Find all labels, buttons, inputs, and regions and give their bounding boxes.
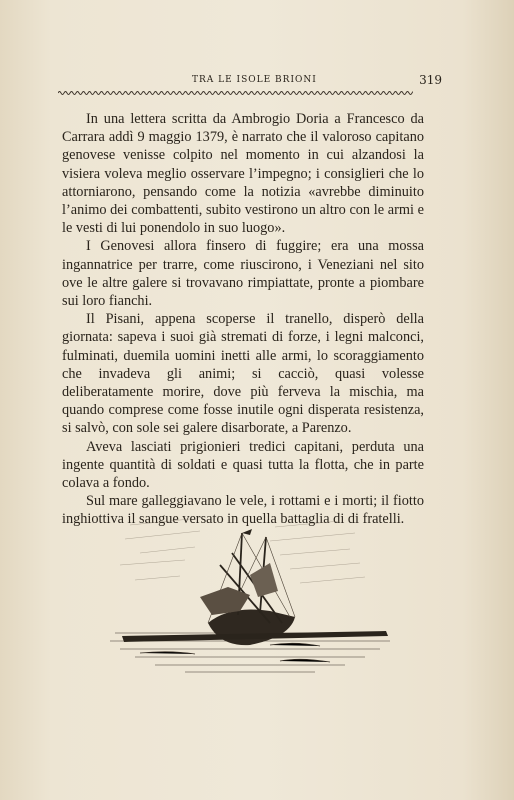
- page-header: [58, 73, 442, 89]
- body-text: [62, 110, 424, 529]
- paragraph: I Genovesi allora finsero di fuggire; era una mossa ingannatrice per trarre, come riuscirono, i Veneziani nel sito ove le altre galere si trovavano rimpiattate, pronte a piombare sui loro fianchi.: [62, 238, 424, 310]
- flag: [242, 529, 252, 535]
- sail-wreckage: [250, 563, 278, 597]
- paragraph: Sul mare galleggiavano le vele, i rottami e i morti; il fiotto inghiottiva il sangue versato in quella battaglia di di fratelli.: [62, 493, 424, 528]
- paragraph: Aveva lasciati prigionieri tredici capitani, perduta una ingente quantità di soldati e quasi tutta la flotta, che in parte colava a fondo.: [62, 438, 424, 492]
- running-title: TRA LE ISOLE BRIONI: [192, 75, 317, 85]
- decorative-wavy-rule: [58, 89, 413, 97]
- galley-illustration: [100, 505, 400, 680]
- paragraph: Il Pisani, appena scoperse il tranello, disperò della giornata: sapeva i suoi già stremati di forze, i legni malconci, fulminati, duemila uomini inetti alle armi, lo scoraggiamento che invadeva gli animi; si cacciò, quasi volesse deliberatamente morire, dove più ferveva la mischia, ma quando comprese come fosse inutile ogni disperata resistenza, si salvò, con sole sei galere disarborate, a Parenzo.: [62, 311, 424, 437]
- galley-hull: [208, 610, 295, 646]
- sky-hatching: [120, 519, 365, 583]
- page-number: 319: [419, 73, 442, 87]
- paragraph: In una lettera scritta da Ambrogio Doria a Francesco da Carrara addì 9 maggio 1379, è narrato che il valoroso capitano genovese venisse colpito nel momento in cui alzandosi la visiera voleva meglio osservare l’impegno; i consiglieri che lo attorniarono, pensando come la notizia «avrebbe diminuito l’animo dei combattenti, subito vestirono un altro con le armi e le vesti di lui ponendolo in suo luogo».: [62, 111, 424, 237]
